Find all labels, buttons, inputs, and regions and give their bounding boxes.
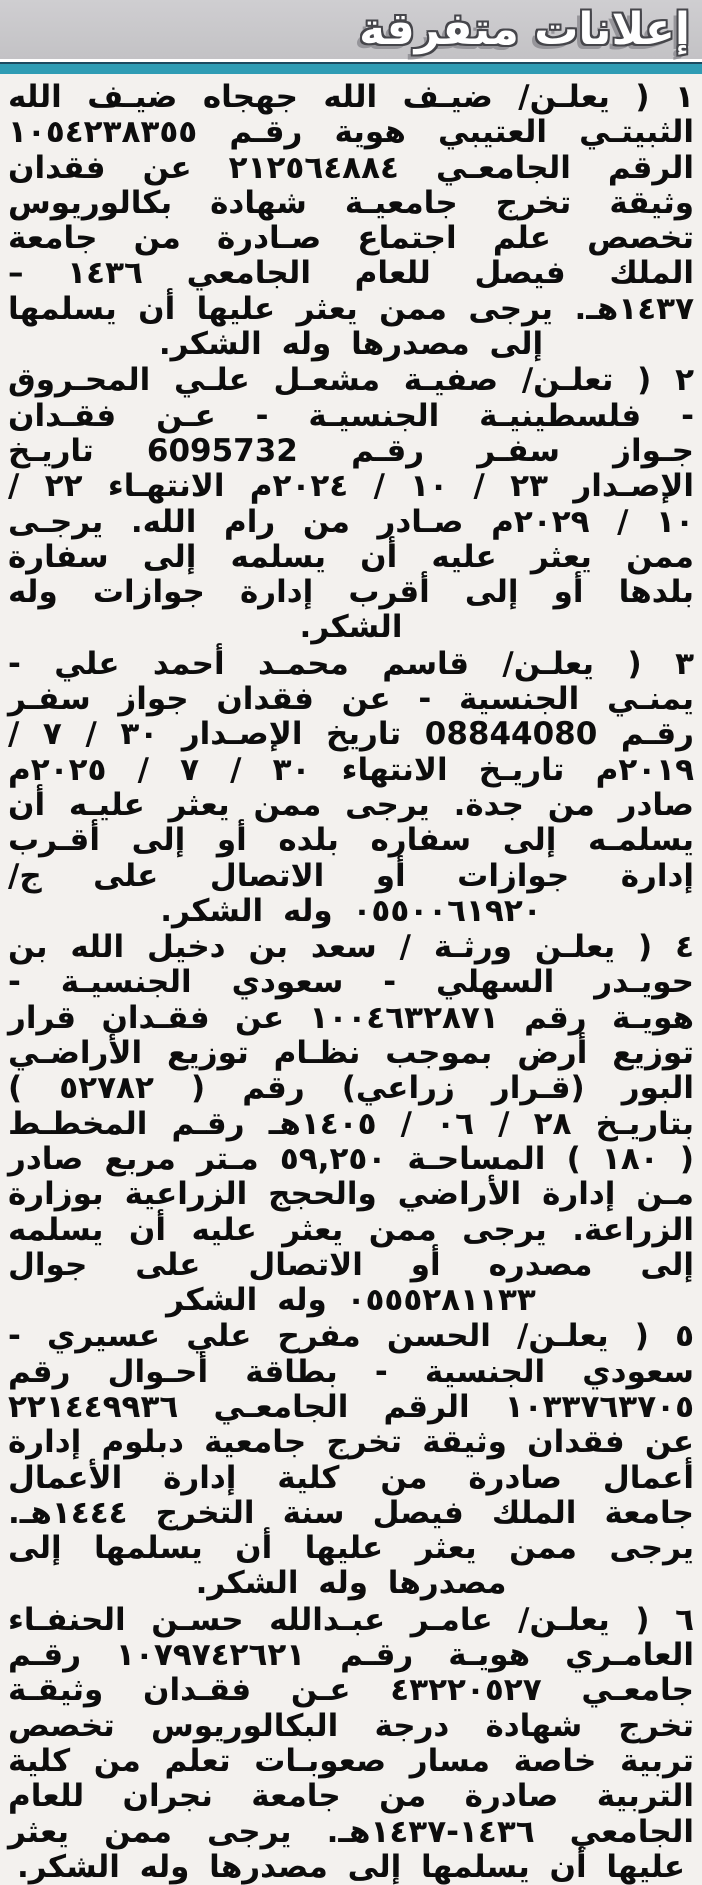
announcement-number: ٥ ( xyxy=(634,1318,694,1355)
page-header xyxy=(0,0,702,62)
classified-ads-section xyxy=(0,74,702,1885)
announcement-text: يعلـن/ الحسن مفرح علي عسيري - سعودي الجنسية - بطاقة أحـوال رقم ١٠٣٣٧٦٣٧٠٥ الرقم الجامعـي ٢٢١٤٤٩٩٣٦ عن فقدان وثيقة تخرج جامعية دبلوم إدارة أعمال صادرة من كلية إدارة الأعمال جامعة الملك فيصل سنة التخرج ١٤٤٤هـ. يرجى ممن يعثر عليها أن يسلمها إلى مصدرها وله الشكر. xyxy=(8,1318,694,1602)
announcement-number: ٢ ( xyxy=(637,362,694,399)
announcement-number: ٣ ( xyxy=(627,645,695,682)
announcement xyxy=(8,363,694,645)
announcement-text: تعلـن/ صفيـة مشعـل علـي المحـروق - فلسطينيـة الجنسيـة - عـن فقـدان جـواز سفـر رقـم 6095732 تاريـخ الإصـدار ٢٣ / ١٠ / ٢٠٢٤م الانتهـاء ٢٢ / ١٠ / ٢٠٢٩م صـادر من رام الله. يرجـى ممن يعثر عليه أن يسلمه إلى سفارة بلدها أو إلى أقرب إدارة جوازات وله الشكر. xyxy=(8,362,694,646)
announcement xyxy=(8,1319,694,1601)
announcement-text: يعلـن/ قاسم محمـد أحمد علي - يمنـي الجنسية - عن فقدان جواز سفـر رقـم 08844080 تاريخ الإصـدار ٣٠ / ٧ / ٢٠١٩م تاريـخ الانتهاء ٣٠ / ٧ / ٢٠٢٥م صادر من جدة. يرجى ممن يعثر عليـه أن يسلمـه إلى سفاره بلده أو إلى أقـرب إدارة جوازات أو الاتصال على ج/ ٠٥٥٠٠٦١٩٢٠ وله الشكر. xyxy=(8,645,694,929)
announcement xyxy=(8,930,694,1318)
teal-divider xyxy=(0,62,702,74)
announcement-number: ١ ( xyxy=(635,79,694,115)
announcement-text: يعلـن ورثـة / سعد بن دخيل الله بن حويـدر السهلي - سعودي الجنسيـة - هويـة رقم ١٠٠٤٦٣٢٨٧١ عن فقـدان قرار توزيع أرض بموجب نظـام توزيع الأراضـي البور (قـرار زراعي) رقم ( ٥٢٧٨٢ ) بتاريـخ ٢٨ / ٠٦ / ١٤٠٥هـ رقـم المخطـط ( ١٨٠ ) المساحـة ٥٩,٢٥٠ مـتر مربع صادر مـن إدارة الأراضي والحجج الزراعية بوزارة الزراعة. يرجى ممن يعثر عليه أن يسلمه إلى مصدره أو الاتصال على جوال ٠٥٥٥٢٨١١٣٣ وله الشكر xyxy=(8,929,695,1319)
announcement xyxy=(8,647,694,929)
announcement-text: يعلـن/ ضيـف الله جهجاه ضيـف الله الثبيتـي العتيبي هوية رقـم ١٠٥٤٢٣٨٣٥٥ الرقم الجامعـي ٢١٢٥٦٤٨٨٤ عن فقدان وثيقة تخرج جامعيـة شهادة بكالوريوس تخصص علم اجتماع صـادرة من جامعة الملك فيصل للعام الجامعي ١٤٣٦ – ١٤٣٧هـ. يرجى ممن يعثر عليها أن يسلمها إلى مصدرها وله الشكر. xyxy=(8,79,694,363)
announcement-text: يعلـن/ عامـر عبـدالله حسـن الحنفـاء العامـري هويـة رقـم ١٠٧٩٧٤٢٦٢١ رقـم جامعـي ٤٣٢٢٠٥٢٧ عـن فقـدان وثيقـة تخرج شهادة درجة البكالوريوس تخصص تربية خاصة مسار صعوبـات تعلم من كلية التربية صادرة من جامعة نجران للعام الجامعي ١٤٣٦-١٤٣٧هـ. يرجى ممن يعثر عليها أن يسلمها إلى مصدرها وله الشكر. xyxy=(8,1601,694,1885)
announcement-number: ٦ ( xyxy=(635,1601,694,1638)
announcement xyxy=(8,1603,694,1885)
page-title: إعلانات متفرقة xyxy=(359,4,690,55)
announcement-number: ٤ ( xyxy=(638,929,694,966)
announcement xyxy=(8,80,694,362)
